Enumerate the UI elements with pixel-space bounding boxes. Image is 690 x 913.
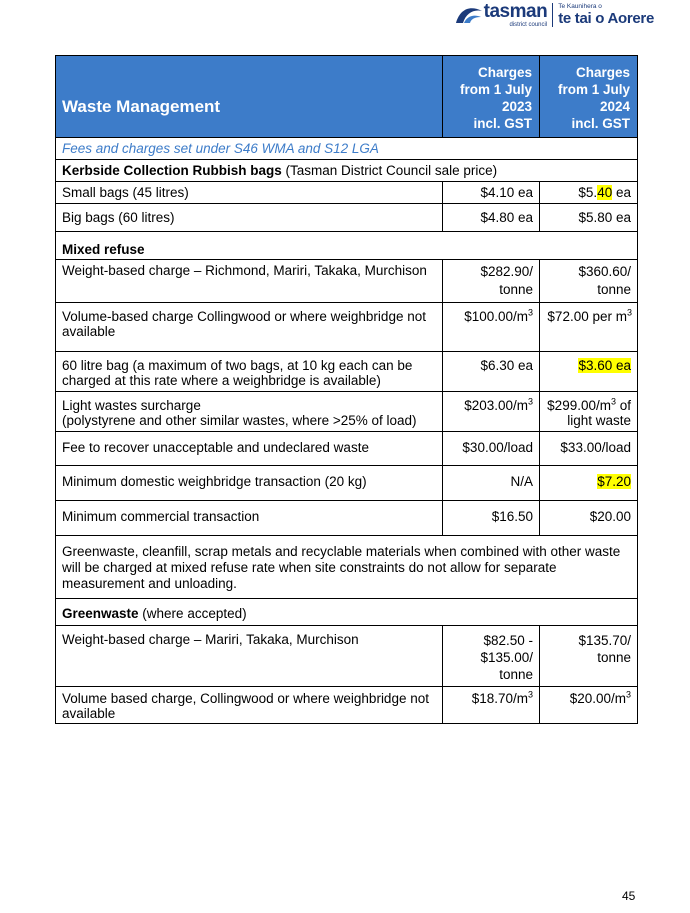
council-logo xyxy=(454,2,654,28)
row-label: Fee to recover unacceptable and undeclared waste xyxy=(56,432,443,466)
table-row xyxy=(56,392,638,432)
value-2024: $5.40 ea xyxy=(540,182,638,204)
value-2023: $16.50 xyxy=(443,501,540,536)
value-2023: $\$100.00/m^3$ xyxy=(443,303,540,352)
table-row xyxy=(56,432,638,466)
table-row xyxy=(56,501,638,536)
mixed-rate-note: Greenwaste, cleanfill, scrap metals and recyclable materials when combined with other waste will be charged at mixed refuse rate when site constraints do not allow for separate measurement and unloading. xyxy=(56,536,638,599)
value-2024: $\$299.00/m^3$ of light waste xyxy=(540,392,638,432)
row-label: Minimum domestic weighbridge transaction (20 kg) xyxy=(56,466,443,501)
row-label: 60 litre bag (a maximum of two bags, at 10 kg each can be charged at this rate where a weighbridge is available) xyxy=(56,352,443,392)
table-row xyxy=(56,626,638,687)
table-row xyxy=(56,466,638,501)
row-label: Weight-based charge – Mariri, Takaka, Murchison xyxy=(56,626,443,687)
table-subtitle: Fees and charges set under S46 WMA and S12 LGA xyxy=(56,138,638,160)
header-2023: Charges from 1 July 2023 incl. GST xyxy=(443,56,540,138)
wave-logo-icon xyxy=(454,3,484,27)
value-2023: $\$203.00/m^3$ xyxy=(443,392,540,432)
section-kerbside: Kerbside Collection Rubbish bags (Tasman District Council sale price) xyxy=(56,160,638,182)
row-label: Weight-based charge – Richmond, Mariri, Takaka, Murchison xyxy=(56,260,443,303)
value-2023: $4.80 ea xyxy=(443,204,540,232)
row-label: Volume based charge, Collingwood or where weighbridge not available xyxy=(56,687,443,724)
section-greenwaste: Greenwaste (where accepted) xyxy=(56,599,638,626)
value-2024: $135.70/ tonne xyxy=(540,626,638,687)
value-2023: N/A xyxy=(443,466,540,501)
value-2024: $3.60 ea xyxy=(540,352,638,392)
value-2024: $72.00 per $m^3$ xyxy=(540,303,638,352)
table-title: Waste Management xyxy=(56,56,443,138)
value-2024: $33.00/load xyxy=(540,432,638,466)
value-2024: $360.60/ tonne xyxy=(540,260,638,303)
table-row xyxy=(56,204,638,232)
table-row xyxy=(56,352,638,392)
row-label: Minimum commercial transaction xyxy=(56,501,443,536)
logo-maori-big: te tai o Aorere xyxy=(558,9,654,27)
value-2024: $20.00 xyxy=(540,501,638,536)
value-2023: $4.10 ea xyxy=(443,182,540,204)
table-row xyxy=(56,303,638,352)
logo-divider xyxy=(552,3,553,27)
logo-maori-small: Te Kaunihera o xyxy=(558,3,602,11)
value-2023: $6.30 ea xyxy=(443,352,540,392)
table-row xyxy=(56,182,638,204)
value-2024: $5.80 ea xyxy=(540,204,638,232)
row-label: Big bags (60 litres) xyxy=(56,204,443,232)
table-subtitle-row xyxy=(56,138,638,160)
waste-management-table xyxy=(55,55,638,724)
note-row xyxy=(56,536,638,599)
value-2024: $\$20.00/m^3$ xyxy=(540,687,638,724)
value-2023: $282.90/ tonne xyxy=(443,260,540,303)
value-2023: $82.50 - $135.00/ tonne xyxy=(443,626,540,687)
row-label: Light wastes surcharge (polystyrene and other similar wastes, where >25% of load) xyxy=(56,392,443,432)
section-mixed: Mixed refuse xyxy=(56,232,638,260)
table-row xyxy=(56,687,638,724)
page-number: 45 xyxy=(622,889,636,903)
value-2024: $7.20 xyxy=(540,466,638,501)
logo-tagline: district council xyxy=(509,22,548,28)
value-2023: $\$18.70/m^3$ xyxy=(443,687,540,724)
row-label: Small bags (45 litres) xyxy=(56,182,443,204)
logo-name: tasman xyxy=(483,1,548,22)
header-2024: Charges from 1 July 2024 incl. GST xyxy=(540,56,638,138)
table-row xyxy=(56,260,638,303)
value-2023: $30.00/load xyxy=(443,432,540,466)
table-header-row xyxy=(56,56,638,138)
row-label: Volume-based charge Collingwood or where weighbridge not available xyxy=(56,303,443,352)
